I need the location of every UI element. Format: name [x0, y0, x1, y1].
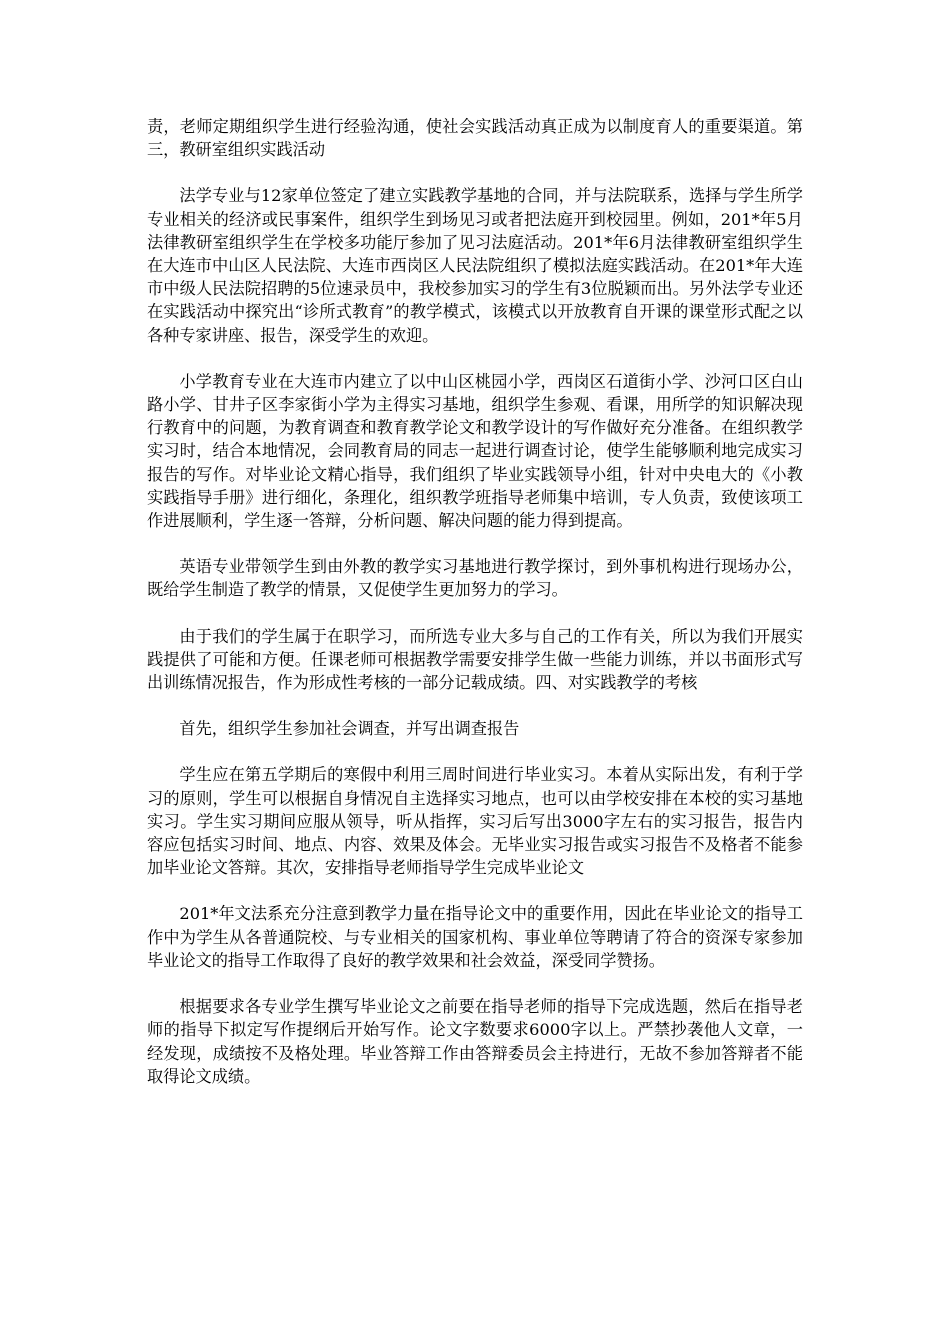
document-body: [147, 115, 803, 1111]
paragraph-continuation: 责，老师定期组织学生进行经验沟通，使社会实践活动真正成为以制度育人的重要渠道。第三，教研室组织实践活动: [147, 117, 803, 160]
paragraph-primary-education: 小学教育专业在大连市内建立了以中山区桃园小学，西岗区石道街小学、沙河口区白山路小学、甘井子区李家街小学为主得实习基地，组织学生参观、看课，用所学的知识解决现行教育中的问题，为教育调查和教育教学论文和教学设计的写作做好充分准备。在组织教学实习时，结合本地情况，会同教育局的同志一起进行调查讨论，使学生能够顺利地完成实习报告的写作。对毕业论文精心指导，我们组织了毕业实践领导小组，针对中央电大的《小教实践指导手册》进行细化，条理化，组织教学班指导老师集中培训，专人负责，致使该项工作进展顺利，学生逐一答辩，分析问题、解决问题的能力得到提高。: [147, 371, 803, 531]
paragraph-thesis-requirements: 根据要求各专业学生撰写毕业论文之前要在指导老师的指导下完成选题，然后在指导老师的指导下拟定写作提纲后开始写作。论文字数要求6000字以上。严禁抄袭他人文章，一经发现，成绩按不及格处理。毕业答辩工作由答辩委员会主持进行，无故不参加答辩者不能取得论文成绩。: [147, 997, 803, 1086]
paragraph-social-survey: 首先，组织学生参加社会调查，并写出调查报告: [179, 719, 520, 739]
paragraph-thesis-guidance: 201*年文法系充分注意到教学力量在指导论文中的重要作用，因此在毕业论文的指导工作中为学生从各普通院校、与专业相关的国家机构、事业单位等聘请了符合的资深专家参加毕业论文的指导工作取得了良好的教学效果和社会效益，深受同学赞扬。: [147, 904, 803, 970]
paragraph-law-major: 法学专业与12家单位签定了建立实践教学基地的合同，并与法院联系，选择与学生所学专业相关的经济或民事案件，组织学生到场见习或者把法庭开到校园里。例如，201*年5月法律教研室组织学生在学校多功能厅参加了见习法庭活动。201*年6月法律教研室组织学生在大连市中山区人民法院、大连市西岗区人民法院组织了模拟法庭实践活动。在201*年大连市中级人民法院招聘的5位速录员中，我校参加实习的学生有3位脱颖而出。另外法学专业还在实践活动中探究出“诊所式教育”的教学模式，该模式以开放教育自开课的课堂形式配之以各种专家讲座、报告，深受学生的欢迎。: [147, 186, 803, 345]
paragraph-graduation-internship: 学生应在第五学期后的寒假中利用三周时间进行毕业实习。本着从实际出发，有利于学习的原则，学生可以根据自身情况自主选择实习地点，也可以由学校安排在本校的实习基地实习。学生实习期间应服从领导，听从指挥，实习后写出3000字左右的实习报告，报告内容应包括实习时间、地点、内容、效果及体会。无毕业实习报告或实习报告不及格者不能参加毕业论文答辩。其次，安排指导老师指导学生完成毕业论文: [147, 765, 803, 878]
paragraph-english-major: 英语专业带领学生到由外教的教学实习基地进行教学探讨，到外事机构进行现场办公，既给学生制造了教学的情景，又促使学生更加努力的学习。: [147, 557, 803, 600]
paragraph-in-service-learning: 由于我们的学生属于在职学习，而所选专业大多与自己的工作有关，所以为我们开展实践提供了可能和方便。任课老师可根据教学需要安排学生做一些能力训练，并以书面形式写出训练情况报告，作为形成性考核的一部分记载成绩。四、对实践教学的考核: [147, 626, 803, 693]
